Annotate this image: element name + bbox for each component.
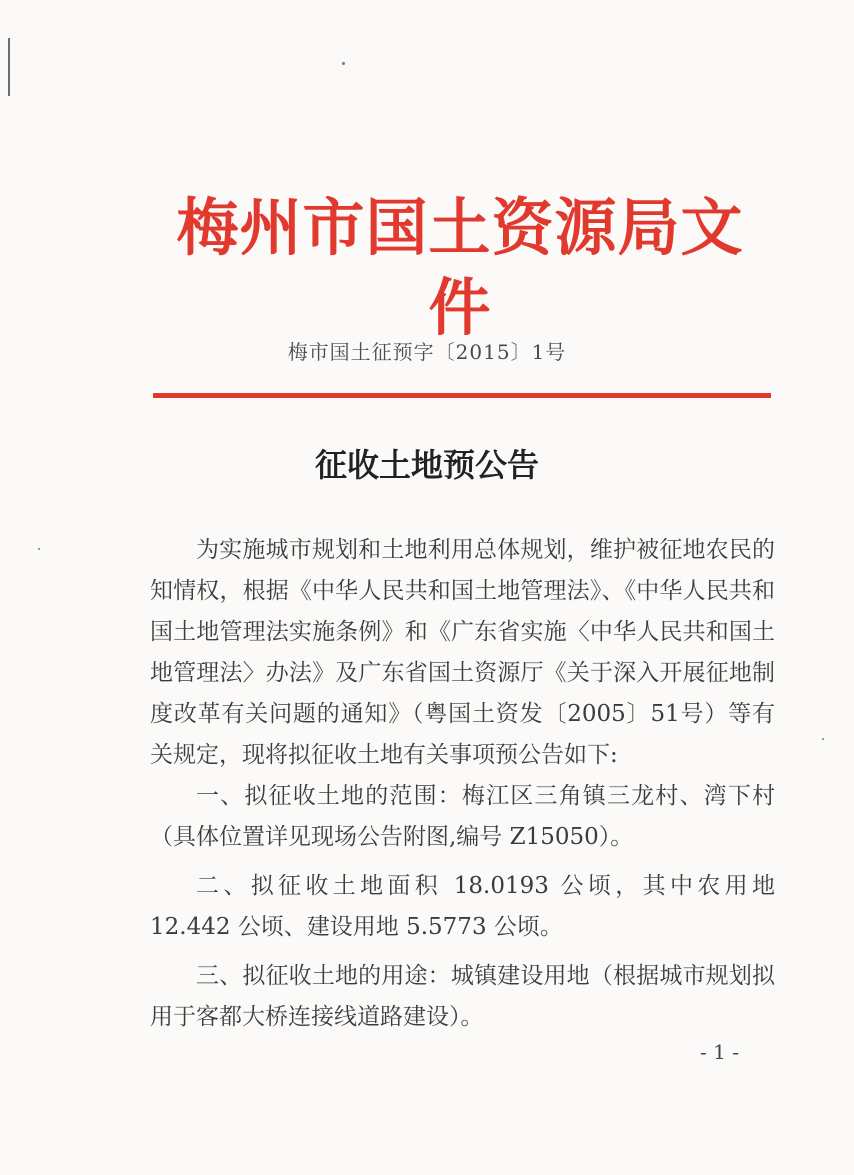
scan-speck — [38, 548, 40, 550]
paragraph-scope: 一、拟征收土地的范围：梅江区三角镇三龙村、湾下村（具体位置详见现场公告附图,编号 Z15050）。 — [150, 783, 775, 850]
scan-edge-mark — [8, 38, 10, 96]
scan-speck — [822, 738, 824, 740]
page-number: - 1 - — [700, 1040, 739, 1064]
scan-speck — [342, 62, 345, 65]
notice-body — [150, 530, 775, 1046]
red-divider-line — [153, 393, 771, 398]
document-number: 梅市国土征预字〔2015〕1号 — [287, 340, 567, 364]
notice-title: 征收土地预公告 — [314, 446, 539, 484]
paragraph-purpose: 三、拟征收土地的用途：城镇建设用地（根据城市规划拟用于客都大桥连接线道路建设）。 — [150, 963, 775, 1030]
paragraph-intro: 为实施城市规划和土地利用总体规划，维护被征地农民的知情权，根据《中华人民共和国土地管理法》、《中华人民共和国土地管理法实施条例》和《广东省实施〈中华人民共和国土地管理法〉办法》及广东省国土资源厅《关于深入开展征地制度改革有关问题的通知》（粤国土资发〔2005〕51号）等有关规定，现将拟征收土地有关事项预公告如下: — [150, 537, 775, 768]
paragraph-area: 二、拟征收土地面积 18.0193 公顷，其中农用地 12.442 公顷、建设用地 5.5773 公顷。 — [150, 873, 775, 940]
issuer-header: 梅州市国土资源局文件 — [176, 191, 744, 344]
